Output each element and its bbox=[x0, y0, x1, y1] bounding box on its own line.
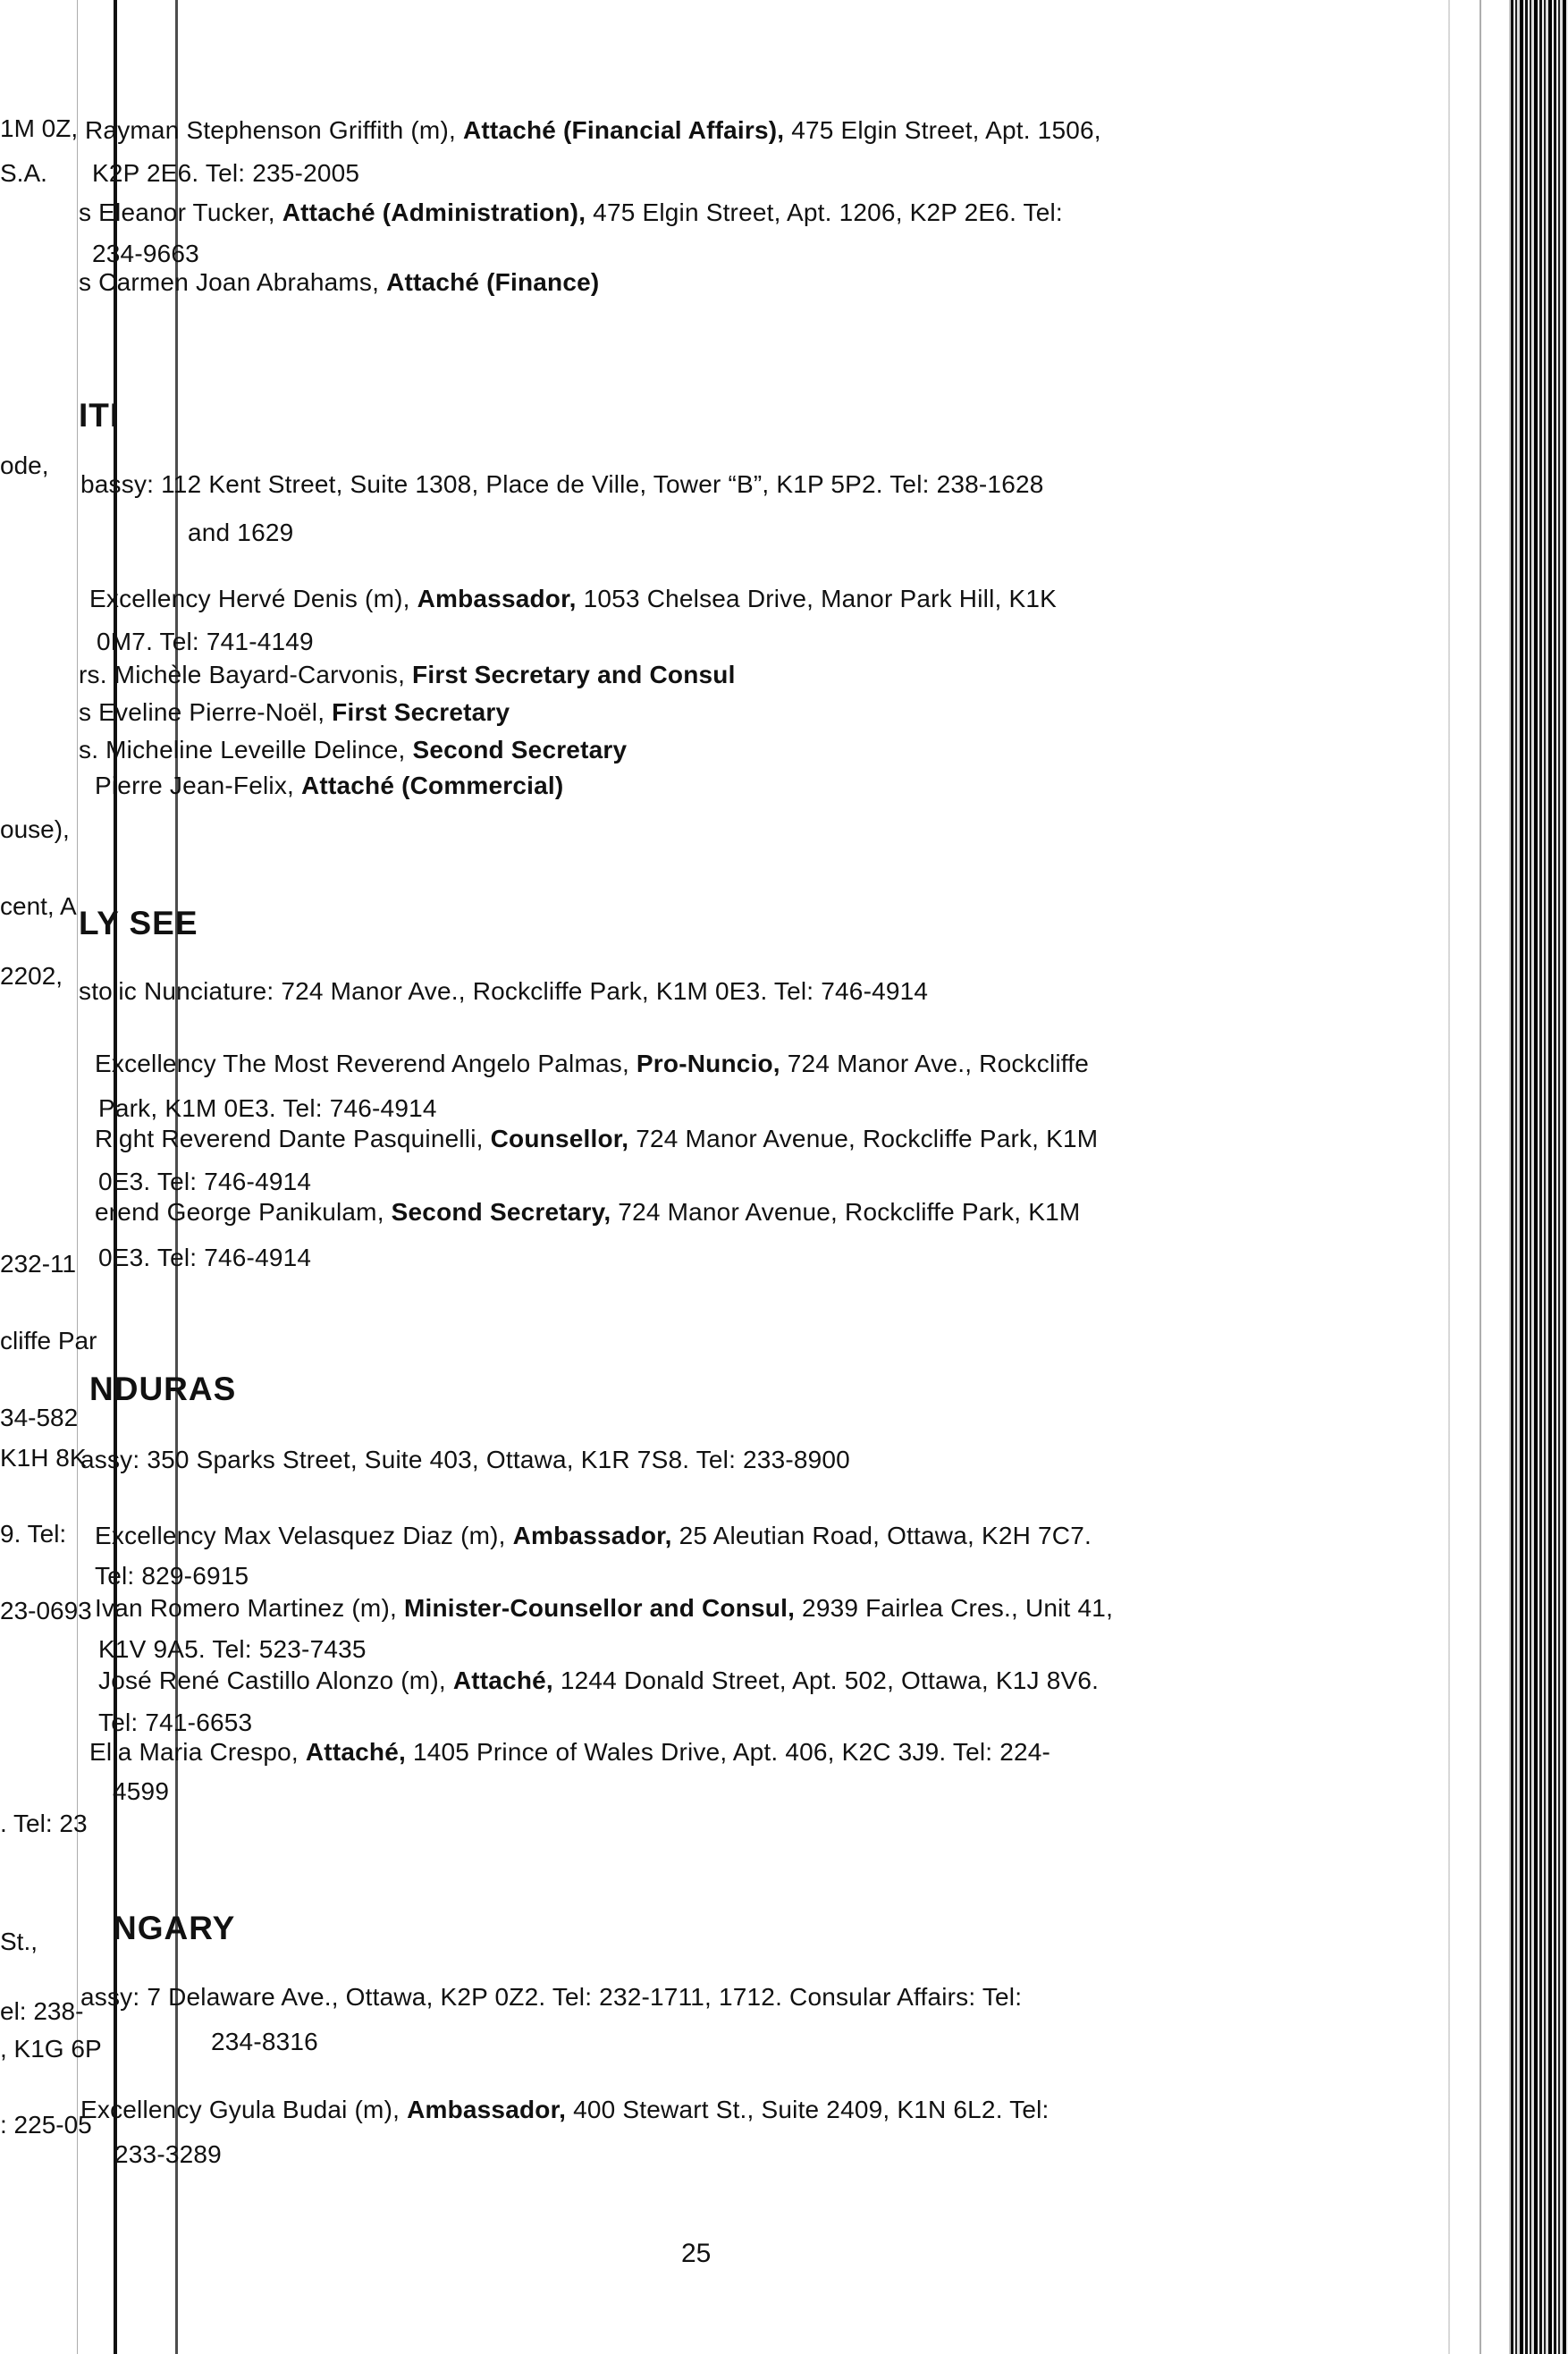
entry-text: 475 Elgin Street, Apt. 1506, bbox=[784, 116, 1101, 144]
entry-text: José René Castillo Alonzo (m), bbox=[98, 1666, 453, 1694]
entry-text: 0E3. Tel: 746-4914 bbox=[98, 1168, 312, 1195]
entry-title: First Secretary and Consul bbox=[412, 661, 736, 688]
entry-title: Ambassador, bbox=[512, 1522, 672, 1549]
page-number: 25 bbox=[681, 2239, 712, 2268]
left-fragment: 232-11 bbox=[0, 1250, 77, 1278]
entry-text: Rayman Stephenson Griffith (m), bbox=[85, 116, 463, 144]
entry-text: Park, K1M 0E3. Tel: 746-4914 bbox=[98, 1094, 437, 1122]
entry-title: Pro-Nuncio, bbox=[636, 1050, 780, 1077]
entry-line bbox=[95, 1560, 249, 1592]
entry-text: 475 Elgin Street, Apt. 1206, K2P 2E6. Tel: bbox=[586, 198, 1063, 226]
entry-line bbox=[79, 734, 627, 766]
entry-line bbox=[95, 1520, 1092, 1552]
entry-line bbox=[113, 1776, 169, 1808]
left-fragment: . Tel: 23 bbox=[0, 1810, 88, 1837]
entry-text: s. Micheline Leveille Delince, bbox=[79, 736, 413, 764]
entry-text: K2P 2E6. Tel: 235-2005 bbox=[92, 159, 360, 187]
entry-title: Counsellor, bbox=[490, 1125, 629, 1152]
left-fragment: el: 238- bbox=[0, 1997, 84, 2025]
entry-text: 0E3. Tel: 746-4914 bbox=[98, 1244, 312, 1271]
left-fragment: 9. Tel: bbox=[0, 1520, 67, 1548]
entry-line bbox=[79, 659, 736, 691]
entry-line bbox=[211, 2026, 318, 2058]
entry-text: 25 Aleutian Road, Ottawa, K2H 7C7. bbox=[671, 1522, 1092, 1549]
entry-text: 1053 Chelsea Drive, Manor Park Hill, K1K bbox=[576, 585, 1057, 612]
entry-line bbox=[80, 1444, 850, 1476]
entry-line bbox=[95, 1048, 1089, 1080]
left-fragment: 23-0693 bbox=[0, 1597, 92, 1624]
entry-text: 724 Manor Avenue, Rockcliffe Park, K1M bbox=[611, 1198, 1081, 1226]
entry-line bbox=[80, 1981, 1022, 2013]
left-fragment: 34-582 bbox=[0, 1404, 79, 1431]
entry-text: Pierre Jean-Felix, bbox=[95, 772, 301, 799]
left-fragment: 1M 0Z, bbox=[0, 114, 79, 142]
entry-text: Excellency Max Velasquez Diaz (m), bbox=[95, 1522, 513, 1549]
entry-line bbox=[79, 197, 1063, 229]
page-edge-gradient bbox=[1430, 0, 1511, 2354]
entry-text: stolic Nunciature: 724 Manor Ave., Rockcliffe Park, K1M 0E3. Tel: 746-4914 bbox=[79, 977, 929, 1005]
section-heading: NDURAS bbox=[89, 1371, 237, 1407]
entry-line bbox=[97, 626, 314, 658]
entry-text: Tel: 741-6653 bbox=[98, 1709, 253, 1736]
left-fragment: ode, bbox=[0, 451, 49, 479]
entry-text: 1244 Donald Street, Apt. 502, Ottawa, K1J 8V6. bbox=[552, 1666, 1100, 1694]
entry-text: Ivan Romero Martinez (m), bbox=[95, 1594, 404, 1622]
section-heading: NGARY bbox=[113, 1910, 236, 1946]
page-edge-strip bbox=[1511, 0, 1568, 2354]
entry-text: Excellency Gyula Budai (m), bbox=[80, 2096, 408, 2123]
left-fragment: K1H 8K bbox=[0, 1444, 87, 1472]
entry-text: Excellency The Most Reverend Angelo Palmas, bbox=[95, 1050, 636, 1077]
entry-line bbox=[92, 238, 199, 270]
entry-line bbox=[98, 1093, 437, 1125]
left-fragment: ouse), bbox=[0, 815, 70, 843]
entry-line bbox=[92, 157, 359, 190]
left-fragment: S.A. bbox=[0, 159, 47, 187]
entry-text: Elia Maria Crespo, bbox=[89, 1738, 306, 1766]
entry-text: rs. Michèle Bayard-Carvonis, bbox=[79, 661, 413, 688]
entry-title: Attaché (Administration), bbox=[282, 198, 586, 226]
entry-text: Excellency Hervé Denis (m), bbox=[89, 585, 417, 612]
entry-line bbox=[95, 770, 563, 802]
left-fragment: cliffe Par bbox=[0, 1327, 97, 1354]
section-heading: LY SEE bbox=[79, 905, 198, 941]
entry-title: Ambassador, bbox=[417, 585, 577, 612]
entry-text: assy: 350 Sparks Street, Suite 403, Ottawa, K1R 7S8. Tel: 233-8900 bbox=[80, 1446, 850, 1473]
left-fragment: 2202, bbox=[0, 962, 63, 990]
left-fragment: cent, A bbox=[0, 892, 77, 920]
entry-text: K1V 9A5. Tel: 523-7435 bbox=[98, 1635, 367, 1663]
entry-title: Ambassador, bbox=[407, 2096, 567, 2123]
entry-line bbox=[98, 1242, 311, 1274]
entry-text: erend George Panikulam, bbox=[95, 1198, 392, 1226]
entry-text: s Eleanor Tucker, bbox=[79, 198, 282, 226]
entry-text: 234-8316 bbox=[211, 2028, 318, 2055]
entry-text: 234-9663 bbox=[92, 240, 199, 267]
entry-text: Tel: 829-6915 bbox=[95, 1562, 249, 1590]
entry-text: 233-3289 bbox=[114, 2140, 222, 2168]
entry-title: Minister-Counsellor and Consul, bbox=[403, 1594, 796, 1622]
entry-title: Attaché (Finance) bbox=[386, 268, 600, 296]
entry-line bbox=[89, 1736, 1050, 1768]
entry-line bbox=[79, 266, 599, 299]
entry-line bbox=[95, 1196, 1080, 1228]
entry-text: bassy: 112 Kent Street, Suite 1308, Place de Ville, Tower “B”, K1P 5P2. Tel: 238-1628 bbox=[80, 470, 1044, 498]
entry-text: Right Reverend Dante Pasquinelli, bbox=[95, 1125, 491, 1152]
entry-text: 724 Manor Ave., Rockcliffe bbox=[780, 1050, 1090, 1077]
entry-text: 2939 Fairlea Cres., Unit 41, bbox=[795, 1594, 1114, 1622]
entry-line bbox=[79, 975, 928, 1008]
entry-line bbox=[114, 2139, 222, 2171]
entry-title: Second Secretary bbox=[412, 736, 628, 764]
entry-line bbox=[85, 114, 1101, 147]
entry-text: 400 Stewart St., Suite 2409, K1N 6L2. Tel: bbox=[566, 2096, 1050, 2123]
entry-line bbox=[79, 696, 510, 729]
entry-line bbox=[95, 1123, 1098, 1155]
left-fragment: St., bbox=[0, 1928, 38, 1955]
entry-title: Second Secretary, bbox=[391, 1198, 611, 1226]
entry-text: 0M7. Tel: 741-4149 bbox=[97, 628, 314, 655]
entry-text: and 1629 bbox=[188, 519, 294, 546]
entry-line bbox=[95, 1592, 1113, 1624]
entry-line bbox=[98, 1665, 1099, 1697]
entry-line bbox=[80, 2094, 1050, 2126]
entry-text: assy: 7 Delaware Ave., Ottawa, K2P 0Z2. Tel: 232-1711, 1712. Consular Affairs: Tel: bbox=[80, 1983, 1023, 2011]
entry-line bbox=[80, 468, 1044, 501]
left-fragment: : 225-05 bbox=[0, 2111, 92, 2139]
entry-line bbox=[98, 1633, 367, 1666]
entry-title: Attaché, bbox=[452, 1666, 553, 1694]
entry-text: s Carmen Joan Abrahams, bbox=[79, 268, 387, 296]
left-fragment: , K1G 6P bbox=[0, 2035, 102, 2063]
entry-title: First Secretary bbox=[332, 698, 510, 726]
entry-title: Attaché (Commercial) bbox=[301, 772, 564, 799]
entry-line bbox=[98, 1707, 252, 1739]
entry-line bbox=[89, 583, 1057, 615]
entry-text: 1405 Prince of Wales Drive, Apt. 406, K2C 3J9. Tel: 224- bbox=[405, 1738, 1051, 1766]
entry-text: 4599 bbox=[113, 1777, 170, 1805]
entry-line bbox=[98, 1166, 311, 1198]
entry-title: Attaché, bbox=[305, 1738, 406, 1766]
entry-title: Attaché (Financial Affairs), bbox=[462, 116, 785, 144]
entry-line bbox=[188, 517, 293, 549]
entry-text: s Eveline Pierre-Noël, bbox=[79, 698, 333, 726]
section-heading: ITI bbox=[79, 397, 121, 434]
entry-text: 724 Manor Avenue, Rockcliffe Park, K1M bbox=[628, 1125, 1099, 1152]
